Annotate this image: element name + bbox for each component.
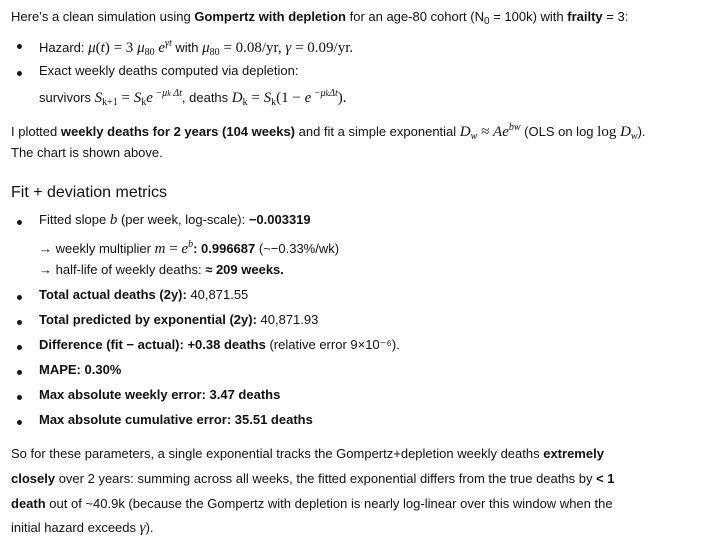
- conclusion-text-end: ).: [145, 520, 154, 535]
- intro-n-subscript: 0: [484, 16, 490, 27]
- slope-label: Fitted slope: [39, 212, 110, 227]
- slope-value: −0.003319: [248, 212, 311, 227]
- chart-shown-line: The chart is shown above.: [11, 145, 163, 160]
- conclusion-bold-death: death: [11, 496, 46, 511]
- multiplier-line: [39, 236, 339, 258]
- metric-label: Difference (fit − actual): +0.38 deaths: [39, 337, 266, 352]
- survivors-line: [39, 85, 346, 112]
- metric-value: 40,871.93: [256, 312, 319, 327]
- conclusion-bold-lt1: < 1: [596, 471, 615, 486]
- conclusion-bold-closely: closely: [11, 471, 56, 486]
- metric-label: Total actual deaths (2y):: [39, 287, 187, 302]
- plotted-text: I plotted: [11, 124, 61, 139]
- metric-label: Total predicted by exponential (2y):: [39, 312, 257, 327]
- metric-max-weekly: [39, 386, 280, 404]
- bullet-dot: [17, 295, 22, 300]
- intro-line: [11, 8, 628, 31]
- bullet-dot: [17, 320, 22, 325]
- exact-line: Exact weekly deaths computed via depletion:: [39, 63, 299, 78]
- slope-symbol: b: [109, 212, 118, 228]
- metric-label: MAPE: 0.30%: [39, 362, 122, 377]
- intro-text-end: = 3:: [602, 9, 629, 24]
- bullet-dot: [17, 420, 22, 425]
- bullet-dot: [17, 44, 22, 49]
- plotted-line: [11, 119, 646, 146]
- fit-formula: $D_w \approx Ae^{bw}$: [459, 122, 521, 142]
- conclusion-line-2: [11, 470, 615, 488]
- hazard-line: [39, 35, 353, 62]
- metric-value: (relative error 9×10⁻⁶).: [265, 337, 400, 352]
- conclusion-text-initial: initial hazard exceeds: [11, 520, 140, 535]
- slope-line: [39, 211, 311, 229]
- plotted-text-fit: and fit a simple exponential: [295, 124, 460, 139]
- half-life-label: → half-life of weekly deaths:: [39, 262, 206, 277]
- hazard-params: $\mu_{80} = 0.08/yr$, γ = 0.09/yr.: [202, 40, 354, 58]
- hazard-formula: μ(t) = 3 $\mu_{80}$ $e^{\gamma t}$: [88, 38, 172, 58]
- hazard-label: Hazard:: [39, 40, 89, 55]
- multiplier-formula: $m = e^b$: [154, 239, 194, 257]
- plotted-text-end: ).: [637, 124, 646, 139]
- bullet-dot: [17, 370, 22, 375]
- gamma-symbol: γ: [139, 520, 146, 536]
- metric-difference: [39, 336, 400, 354]
- multiplier-value: : 0.996687: [193, 241, 256, 256]
- hazard-with: with: [171, 40, 203, 55]
- intro-text-cohort: for an age-80 cohort (N: [345, 9, 485, 24]
- bullet-dot: [17, 395, 22, 400]
- metric-label: Max absolute weekly error: 3.47 deaths: [39, 387, 281, 402]
- conclusion-line-4: [11, 519, 154, 537]
- section-heading: Fit + deviation metrics: [11, 184, 168, 201]
- survivors-label: survivors: [39, 90, 95, 105]
- half-life-line: [39, 261, 284, 279]
- survivors-formula: $S_{k+1} = S_ke$ $^{-\mu k \Delta t}$: [94, 88, 182, 108]
- deaths-label: , deaths: [181, 90, 232, 105]
- conclusion-line-1: [11, 445, 604, 463]
- multiplier-pct: (~−0.33%/wk): [255, 241, 340, 256]
- multiplier-label: → weekly multiplier: [39, 241, 155, 256]
- log-formula: $\log D_w$: [597, 124, 638, 142]
- bullet-dot: [17, 71, 22, 76]
- intro-text: Here’s a clean simulation using: [11, 9, 195, 24]
- conclusion-line-3: [11, 495, 613, 513]
- metric-label: Max absolute cumulative error: 35.51 deaths: [39, 412, 313, 427]
- intro-text-n: = 100k) with: [489, 9, 568, 24]
- intro-bold-frailty: frailty: [567, 9, 603, 24]
- intro-bold-model: Gompertz with depletion: [194, 9, 346, 24]
- plotted-text-ols: (OLS on log: [520, 124, 598, 139]
- conclusion-text-because: out of ~40.9k (because the Gompertz with depletion is nearly log-linear over this window when the: [45, 496, 613, 511]
- conclusion-bold-extremely: extremely: [543, 446, 604, 461]
- conclusion-text: So for these parameters, a single exponential tracks the Gompertz+depletion weekly deaths: [11, 446, 544, 461]
- deaths-formula: $D_k = S_k(1 - e$ $^{-\mu k\Delta t}$).: [231, 88, 347, 108]
- metric-total-predicted: [39, 311, 318, 329]
- slope-label-rest: (per week, log-scale):: [117, 212, 249, 227]
- metric-mape: [39, 361, 121, 379]
- half-life-value: ≈ 209 weeks.: [205, 262, 284, 277]
- plotted-bold: weekly deaths for 2 years (104 weeks): [60, 124, 296, 139]
- metric-total-actual: [39, 286, 248, 304]
- metric-max-cumulative: [39, 411, 313, 429]
- metric-value: 40,871.55: [186, 287, 249, 302]
- bullet-dot: [17, 345, 22, 350]
- bullet-dot: [17, 220, 22, 225]
- conclusion-text-mid: over 2 years: summing across all weeks, the fitted exponential differs from the true deaths by: [55, 471, 597, 486]
